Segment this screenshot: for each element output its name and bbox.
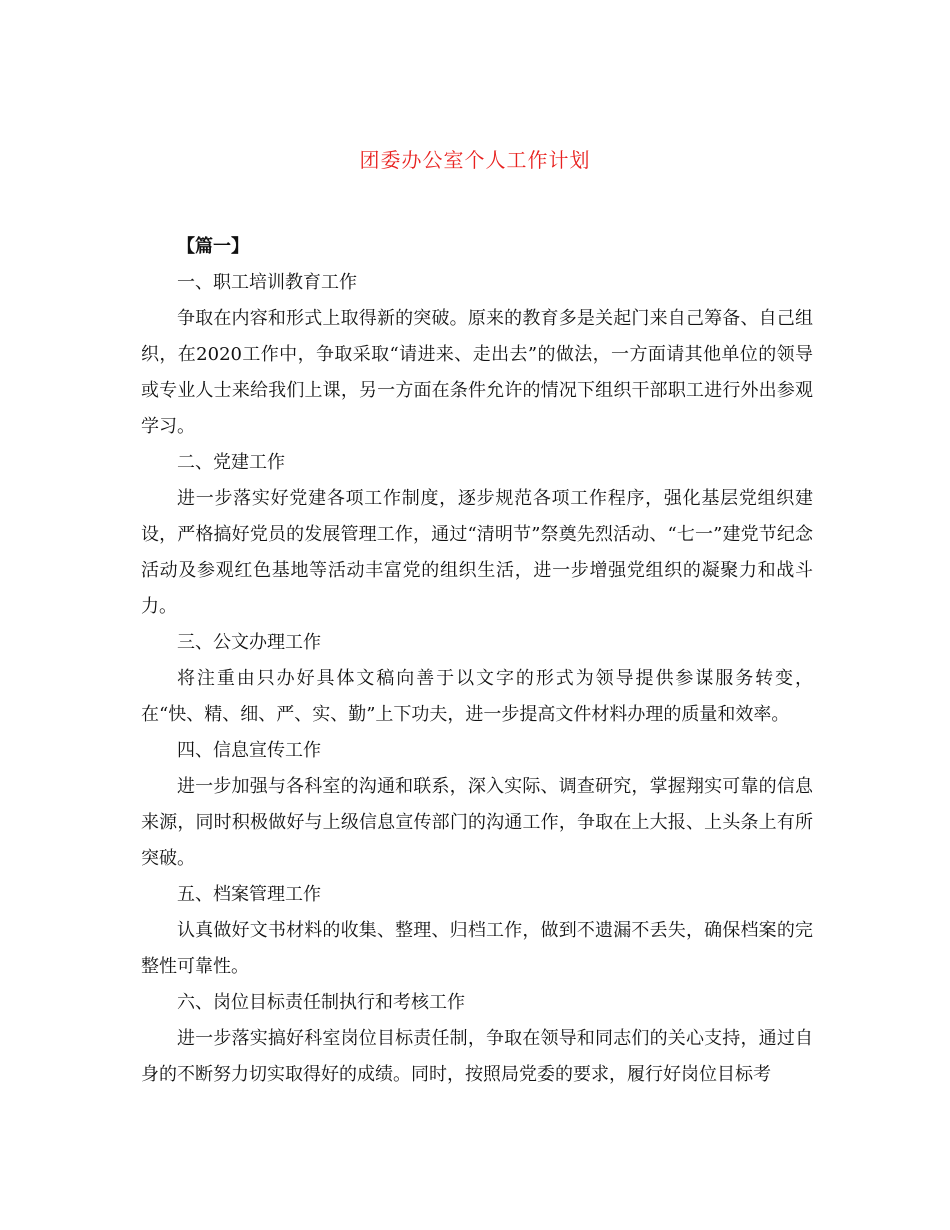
- section-marker: 【篇一】: [177, 236, 249, 257]
- section-heading-1: 一、职工培训教育工作: [177, 272, 357, 293]
- section-paragraph-3: 将注重由只办好具体文稿向善于以文字的形式为领导提供参谋服务转变，在“快、精、细、严、实、勤”上下功夫，进一步提高文件材料办理的质量和效率。: [141, 668, 813, 725]
- section-paragraph-1: 争取在内容和形式上取得新的突破。原来的教育多是关起门来自己筹备、自己组织，在2020工作中，争取采取“请进来、走出去”的做法，一方面请其他单位的领导或专业人士来给我们上课，另一方面在条件允许的情况下组织干部职工进行外出参观学习。: [141, 308, 813, 437]
- section-paragraph-4: 进一步加强与各科室的沟通和联系，深入实际、调查研究，掌握翔实可靠的信息来源，同时积极做好与上级信息宣传部门的沟通工作，争取在上大报、上头条上有所突破。: [141, 776, 813, 869]
- section-paragraph-2: 进一步落实好党建各项工作制度，逐步规范各项工作程序，强化基层党组织建设，严格搞好党员的发展管理工作，通过“清明节”祭奠先烈活动、“七一”建党节纪念活动及参观红色基地等活动丰富党的组织生活，进一步增强党组织的凝聚力和战斗力。: [141, 488, 813, 617]
- section-paragraph-5: 认真做好文书材料的收集、整理、归档工作，做到不遗漏不丢失，确保档案的完整性可靠性。: [141, 920, 813, 977]
- document-title: 团委办公室个人工作计划: [359, 148, 591, 172]
- document-body: [141, 229, 813, 1093]
- section-heading-4: 四、信息宣传工作: [177, 740, 321, 761]
- section-heading-5: 五、档案管理工作: [177, 884, 321, 905]
- section-heading-3: 三、公文办理工作: [177, 632, 321, 653]
- section-heading-6: 六、岗位目标责任制执行和考核工作: [177, 992, 465, 1013]
- section-heading-2: 二、党建工作: [177, 452, 285, 473]
- section-paragraph-6: 进一步落实搞好科室岗位目标责任制，争取在领导和同志们的关心支持，通过自身的不断努力切实取得好的成绩。同时，按照局党委的要求，履行好岗位目标考: [141, 1028, 813, 1085]
